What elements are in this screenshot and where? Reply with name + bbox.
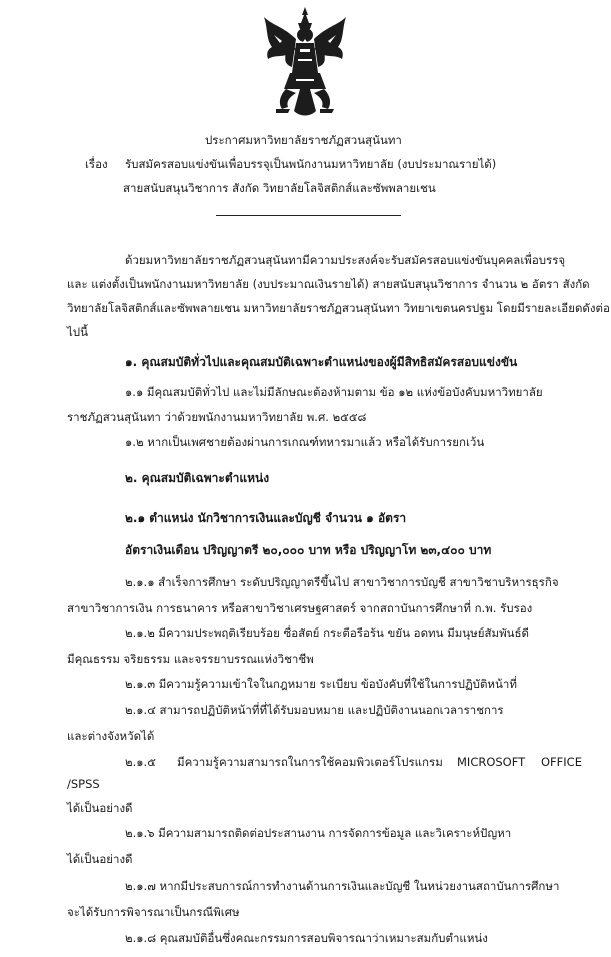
q5-text-b: MICROSOFT <box>457 755 526 769</box>
s1-item1-line2: ราชภัฏสวนสุนันทา ว่าด้วยพนักงานมหาวิทยาลัย พ.ศ. ๒๕๕๘ <box>67 410 367 424</box>
q2-line1: ๒.๑.๒ มีความประพฤติเรียบร้อย ซื่อสัตย์ กระตือรือร้น ขยัน อดทน มีมนุษย์สัมพันธ์ดี <box>125 626 530 640</box>
q5-text-a: มีความรู้ความสามารถในการใช้คอมพิวเตอร์โปรแกรม <box>177 755 443 769</box>
q2-line2: มีคุณธรรม จริยธรรม และจรรยาบรรณแห่งวิชาชีพ <box>67 652 314 666</box>
announcement-title: ประกาศมหาวิทยาลัยราชภัฏสวนสุนันทา <box>205 133 402 147</box>
garuda-emblem-icon <box>262 5 348 123</box>
title-divider <box>216 215 401 216</box>
q5-text-c: OFFICE <box>541 755 582 769</box>
q5-line3: ได้เป็นอย่างดี <box>67 801 133 815</box>
q7-line1: ๒.๑.๗ หากมีประสบการณ์การทำงานด้านการเงินและบัญชี ในหน่วยงานสถาบันการศึกษา <box>125 879 560 893</box>
intro-line4: ไปนี้ <box>67 325 88 339</box>
position-title: ๒.๑ ตำแหน่ง นักวิชาการเงินและบัญชี จำนวน ๑ อัตรา <box>125 511 407 525</box>
intro-line2: และ แต่งตั้งเป็นพนักงานมหาวิทยาลัย (งบประมาณเงินรายได้) สายสนับสนุนวิชาการ จำนวน ๒ อัตรา สังกัด <box>67 277 590 291</box>
q4-line1: ๒.๑.๔ สามารถปฏิบัติหน้าที่ที่ได้รับมอบหมาย และปฏิบัติงานนอกเวลาราชการ <box>125 703 504 717</box>
q1-line1: ๒.๑.๑ สำเร็จการศึกษา ระดับปริญญาตรีขึ้นไป สาขาวิชาการบัญชี สาขาวิชาบริหารธุรกิจ <box>125 575 559 589</box>
subject-label: เรื่อง <box>85 157 108 171</box>
q6-line1: ๒.๑.๖ มีความสามารถติดต่อประสานงาน การจัดการข้อมูล และวิเคราะห์ปัญหา <box>125 826 512 840</box>
s1-item2: ๑.๒ หากเป็นเพศชายต้องผ่านการเกณฑ์ทหารมาแล้ว หรือได้รับการยกเว้น <box>125 435 485 449</box>
intro-line1: ด้วยมหาวิทยาลัยราชภัฏสวนสุนันทามีความประสงค์จะรับสมัครสอบแข่งขันบุคคลเพื่อบรรจุ <box>125 253 566 267</box>
q1-line2: สาขาวิชาการเงิน การธนาคาร หรือสาขาวิชาเศรษฐศาสตร์ จากสถาบันการศึกษาที่ ก.พ. รับรอง <box>67 601 533 615</box>
q4-line2: และต่างจังหวัดได้ <box>67 729 155 743</box>
section2-heading: ๒. คุณสมบัติเฉพาะตำแหน่ง <box>125 471 270 485</box>
q6-line2: ได้เป็นอย่างดี <box>67 852 133 866</box>
q5-number: ๒.๑.๕ <box>125 755 156 769</box>
section1-heading: ๑. คุณสมบัติทั่วไปและคุณสมบัติเฉพาะตำแหน่งของผู้มีสิทธิสมัครสอบแข่งขัน <box>125 355 518 369</box>
q3: ๒.๑.๓ มีความรู้ความเข้าใจในกฎหมาย ระเบียบ ข้อบังคับที่ใช้ในการปฏิบัติหน้าที่ <box>125 677 517 691</box>
q8: ๒.๑.๘ คุณสมบัติอื่นซึ่งคณะกรรมการสอบพิจารณาว่าเหมาะสมกับตำแหน่ง <box>125 931 488 945</box>
s1-item1-line1: ๑.๑ มีคุณสมบัติทั่วไป และไม่มีลักษณะต้องห้ามตาม ข้อ ๑๒ แห่งข้อบังคับมหาวิทยาลัย <box>125 385 543 399</box>
salary-rate: อัตราเงินเดือน ปริญญาตรี ๒๐,๐๐๐ บาท หรือ ปริญญาโท ๒๓,๔๐๐ บาท <box>125 543 492 557</box>
q5-line2: /SPSS <box>67 777 100 791</box>
subject-line2: สายสนับสนุนวิชาการ สังกัด วิทยาลัยโลจิสติกส์และซัพพลายเชน <box>123 181 436 195</box>
subject-text: รับสมัครสอบแข่งขันเพื่อบรรจุเป็นพนักงานมหาวิทยาลัย (งบประมาณรายได้) <box>125 157 497 171</box>
q7-line2: จะได้รับการพิจารณาเป็นกรณีพิเศษ <box>67 905 240 919</box>
intro-line3: วิทยาลัยโลจิสติกส์และซัพพลายเชน มหาวิทยาลัยราชภัฏสวนสุนันทา วิทยาเขตนครปฐม โดยมีรายละเอียดดังต่อ <box>67 301 610 315</box>
